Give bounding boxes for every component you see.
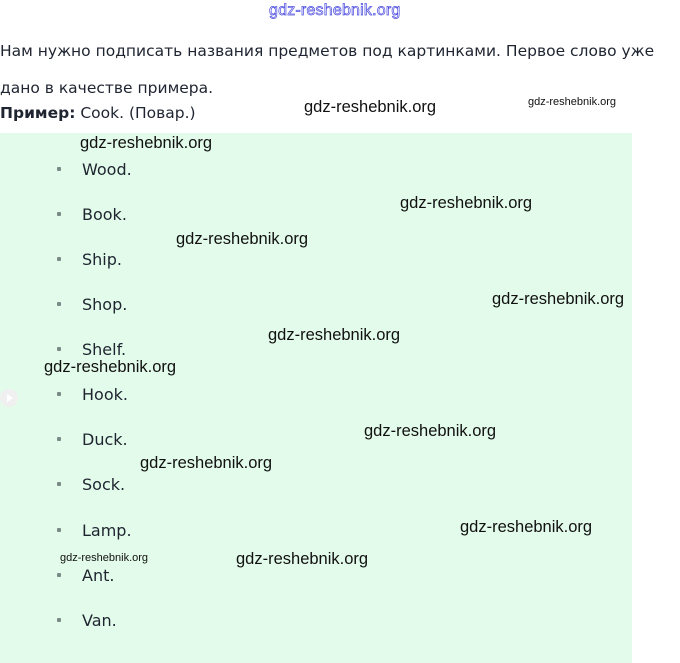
list-item	[57, 428, 128, 450]
list-item	[57, 519, 132, 541]
watermark: gdz-reshebnik.org	[400, 194, 533, 212]
watermark: gdz-reshebnik.org	[364, 422, 497, 440]
answer-box	[0, 133, 632, 663]
answer-word: Wood.	[82, 159, 132, 179]
watermark: gdz-reshebnik.org	[140, 454, 273, 472]
bullet-icon	[57, 528, 61, 532]
bullet-icon	[57, 257, 61, 261]
task-line-1: Нам нужно подписать названия предметов под картинками. Первое слово уже	[0, 42, 655, 60]
watermark: gdz-reshebnik.org	[460, 518, 593, 536]
answer-word: Shop.	[82, 294, 128, 314]
bullet-icon	[57, 618, 61, 622]
answer-word: Ship.	[82, 249, 122, 269]
bullet-icon	[57, 167, 61, 171]
list-item	[57, 293, 127, 315]
play-icon[interactable]	[0, 389, 18, 407]
example-label: Пример:	[0, 104, 76, 122]
watermark: gdz-reshebnik.org	[528, 96, 617, 108]
answer-word: Ant.	[82, 565, 115, 585]
bullet-icon	[57, 212, 61, 216]
answer-word: Duck.	[82, 429, 128, 449]
bullet-icon	[57, 392, 61, 396]
watermark: gdz-reshebnik.org	[44, 358, 177, 376]
list-item	[57, 473, 125, 495]
list-item	[57, 338, 126, 360]
site-logo-watermark: gdz-reshebnik.org	[269, 2, 401, 19]
bullet-icon	[57, 573, 61, 577]
answer-word: Hook.	[82, 384, 128, 404]
answer-word: Van.	[82, 610, 117, 630]
bullet-icon	[57, 482, 61, 486]
watermark: gdz-reshebnik.org	[80, 134, 213, 152]
list-item	[57, 564, 114, 586]
list-item	[57, 158, 132, 180]
answer-word: Book.	[82, 204, 127, 224]
watermark: gdz-reshebnik.org	[236, 550, 369, 568]
example-text: Cook. (Повар.)	[75, 104, 196, 122]
bullet-icon	[57, 437, 61, 441]
list-item	[57, 203, 127, 225]
bullet-icon	[57, 302, 61, 306]
watermark: gdz-reshebnik.org	[304, 98, 437, 116]
answer-word: Shelf.	[82, 339, 127, 359]
list-item	[57, 609, 117, 631]
watermark: gdz-reshebnik.org	[60, 552, 149, 564]
bullet-icon	[57, 347, 61, 351]
watermark: gdz-reshebnik.org	[176, 230, 309, 248]
answer-word: Sock.	[82, 474, 126, 494]
task-line-2: дано в качестве примера.	[0, 79, 214, 97]
watermark: gdz-reshebnik.org	[492, 290, 625, 308]
watermark: gdz-reshebnik.org	[268, 326, 401, 344]
list-item	[57, 248, 122, 270]
answer-word: Lamp.	[82, 520, 132, 540]
list-item	[57, 383, 128, 405]
example-line	[0, 104, 196, 122]
